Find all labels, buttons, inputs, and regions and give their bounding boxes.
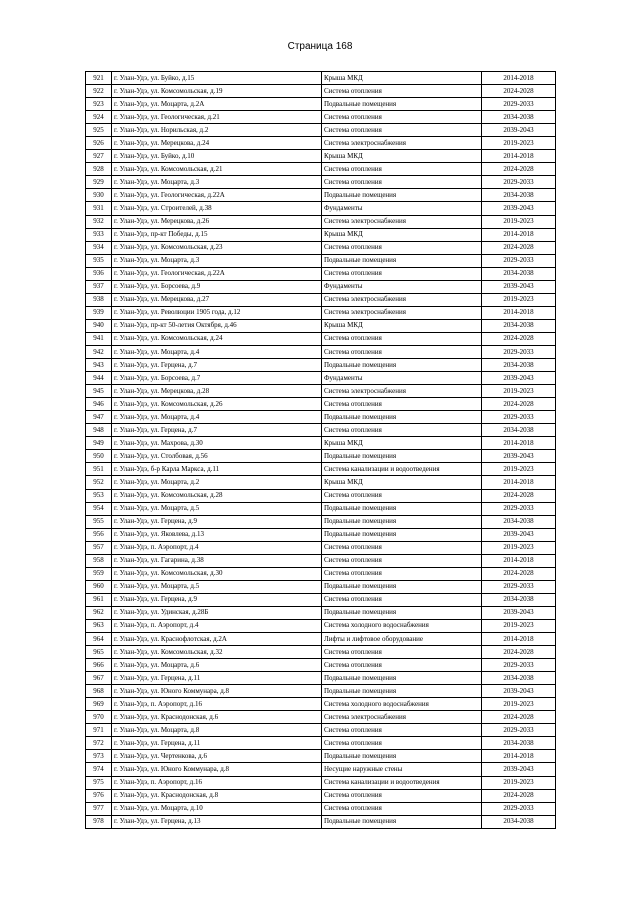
period-cell: 2019-2023 bbox=[482, 619, 556, 632]
period-cell: 2029-2033 bbox=[482, 502, 556, 515]
work-type-cell: Крыша МКД bbox=[322, 437, 482, 450]
period-cell: 2029-2033 bbox=[482, 176, 556, 189]
address-cell: г. Улан-Удэ, ул. Моцарта, д.10 bbox=[112, 802, 322, 815]
work-type-cell: Система электроснабжения bbox=[322, 293, 482, 306]
table-row bbox=[86, 737, 556, 750]
work-type-cell: Лифты и лифтовое оборудование bbox=[322, 633, 482, 646]
address-cell: г. Улан-Удэ, ул. Моцарта, д.4 bbox=[112, 411, 322, 424]
row-number: 936 bbox=[86, 267, 112, 280]
table-row bbox=[86, 685, 556, 698]
address-cell: г. Улан-Удэ, ул. Комсомольская, д.24 bbox=[112, 332, 322, 345]
work-type-cell: Система отопления bbox=[322, 124, 482, 137]
table-row bbox=[86, 802, 556, 815]
row-number: 962 bbox=[86, 606, 112, 619]
work-type-cell: Подвальные помещения bbox=[322, 750, 482, 763]
work-type-cell: Подвальные помещения bbox=[322, 254, 482, 267]
table-row bbox=[86, 398, 556, 411]
address-cell: г. Улан-Удэ, п. Аэропорт, д.16 bbox=[112, 776, 322, 789]
table-row bbox=[86, 150, 556, 163]
work-type-cell: Крыша МКД bbox=[322, 319, 482, 332]
table-row bbox=[86, 815, 556, 828]
period-cell: 2029-2033 bbox=[482, 580, 556, 593]
period-cell: 2029-2033 bbox=[482, 802, 556, 815]
table-row bbox=[86, 254, 556, 267]
period-cell: 2019-2023 bbox=[482, 776, 556, 789]
row-number: 944 bbox=[86, 372, 112, 385]
table-row bbox=[86, 698, 556, 711]
work-type-cell: Крыша МКД bbox=[322, 476, 482, 489]
row-number: 966 bbox=[86, 659, 112, 672]
period-cell: 2034-2038 bbox=[482, 424, 556, 437]
address-cell: г. Улан-Удэ, ул. Махрова, д.30 bbox=[112, 437, 322, 450]
work-type-cell: Система отопления bbox=[322, 646, 482, 659]
table-row bbox=[86, 385, 556, 398]
address-cell: г. Улан-Удэ, ул. Комсомольская, д.21 bbox=[112, 163, 322, 176]
address-cell: г. Улан-Удэ, ул. Революции 1905 года, д.12 bbox=[112, 306, 322, 319]
work-type-cell: Система отопления bbox=[322, 659, 482, 672]
address-cell: г. Улан-Удэ, ул. Комсомольская, д.26 bbox=[112, 398, 322, 411]
work-type-cell: Крыша МКД bbox=[322, 150, 482, 163]
period-cell: 2019-2023 bbox=[482, 463, 556, 476]
address-cell: г. Улан-Удэ, ул. Герцена, д.11 bbox=[112, 672, 322, 685]
table-row bbox=[86, 593, 556, 606]
table-row bbox=[86, 85, 556, 98]
table-row bbox=[86, 332, 556, 345]
period-cell: 2019-2023 bbox=[482, 215, 556, 228]
work-type-cell: Система отопления bbox=[322, 345, 482, 358]
address-cell: г. Улан-Удэ, ул. Моцарта, д.2 bbox=[112, 476, 322, 489]
address-cell: г. Улан-Удэ, ул. Моцарта, д.2А bbox=[112, 98, 322, 111]
period-cell: 2034-2038 bbox=[482, 267, 556, 280]
table-row bbox=[86, 659, 556, 672]
period-cell: 2034-2038 bbox=[482, 515, 556, 528]
row-number: 938 bbox=[86, 293, 112, 306]
address-cell: г. Улан-Удэ, ул. Геологическая, д.22А bbox=[112, 267, 322, 280]
row-number: 921 bbox=[86, 72, 112, 85]
work-type-cell: Подвальные помещения bbox=[322, 672, 482, 685]
row-number: 967 bbox=[86, 672, 112, 685]
work-type-cell: Подвальные помещения bbox=[322, 450, 482, 463]
address-cell: г. Улан-Удэ, ул. Яковлева, д.13 bbox=[112, 528, 322, 541]
row-number: 925 bbox=[86, 124, 112, 137]
period-cell: 2034-2038 bbox=[482, 593, 556, 606]
table-row bbox=[86, 554, 556, 567]
work-type-cell: Система холодного водоснабжения bbox=[322, 698, 482, 711]
work-type-cell: Крыша МКД bbox=[322, 228, 482, 241]
table-row bbox=[86, 280, 556, 293]
table-row bbox=[86, 450, 556, 463]
period-cell: 2024-2028 bbox=[482, 489, 556, 502]
row-number: 940 bbox=[86, 319, 112, 332]
table-row bbox=[86, 646, 556, 659]
period-cell: 2039-2043 bbox=[482, 763, 556, 776]
address-cell: г. Улан-Удэ, ул. Герцена, д.9 bbox=[112, 593, 322, 606]
address-cell: г. Улан-Удэ, ул. Удинская, д.28Б bbox=[112, 606, 322, 619]
repair-schedule-table bbox=[85, 71, 556, 829]
table-row bbox=[86, 372, 556, 385]
table-row bbox=[86, 711, 556, 724]
address-cell: г. Улан-Удэ, ул. Буйко, д.10 bbox=[112, 150, 322, 163]
table-row bbox=[86, 424, 556, 437]
period-cell: 2034-2038 bbox=[482, 189, 556, 202]
address-cell: г. Улан-Удэ, п. Аэропорт, д.4 bbox=[112, 541, 322, 554]
address-cell: г. Улан-Удэ, ул. Гагарина, д.38 bbox=[112, 554, 322, 567]
work-type-cell: Система отопления bbox=[322, 241, 482, 254]
row-number: 929 bbox=[86, 176, 112, 189]
address-cell: г. Улан-Удэ, ул. Краснофлотская, д.2А bbox=[112, 633, 322, 646]
row-number: 968 bbox=[86, 685, 112, 698]
work-type-cell: Система электроснабжения bbox=[322, 711, 482, 724]
row-number: 950 bbox=[86, 450, 112, 463]
period-cell: 2014-2018 bbox=[482, 437, 556, 450]
period-cell: 2019-2023 bbox=[482, 293, 556, 306]
work-type-cell: Система отопления bbox=[322, 267, 482, 280]
address-cell: г. Улан-Удэ, ул. Краснодонская, д.8 bbox=[112, 789, 322, 802]
period-cell: 2039-2043 bbox=[482, 372, 556, 385]
period-cell: 2039-2043 bbox=[482, 450, 556, 463]
row-number: 946 bbox=[86, 398, 112, 411]
period-cell: 2019-2023 bbox=[482, 698, 556, 711]
work-type-cell: Подвальные помещения bbox=[322, 411, 482, 424]
period-cell: 2014-2018 bbox=[482, 306, 556, 319]
row-number: 922 bbox=[86, 85, 112, 98]
address-cell: г. Улан-Удэ, ул. Моцарта, д.5 bbox=[112, 580, 322, 593]
table-row bbox=[86, 619, 556, 632]
row-number: 932 bbox=[86, 215, 112, 228]
row-number: 961 bbox=[86, 593, 112, 606]
address-cell: г. Улан-Удэ, ул. Буйко, д.15 bbox=[112, 72, 322, 85]
work-type-cell: Система отопления bbox=[322, 567, 482, 580]
table-row bbox=[86, 176, 556, 189]
period-cell: 2029-2033 bbox=[482, 345, 556, 358]
row-number: 924 bbox=[86, 111, 112, 124]
period-cell: 2019-2023 bbox=[482, 137, 556, 150]
row-number: 977 bbox=[86, 802, 112, 815]
work-type-cell: Фундаменты bbox=[322, 202, 482, 215]
table-row bbox=[86, 137, 556, 150]
address-cell: г. Улан-Удэ, ул. Мерецкова, д.27 bbox=[112, 293, 322, 306]
table-row bbox=[86, 528, 556, 541]
address-cell: г. Улан-Удэ, ул. Герцена, д.7 bbox=[112, 424, 322, 437]
row-number: 956 bbox=[86, 528, 112, 541]
period-cell: 2039-2043 bbox=[482, 528, 556, 541]
table-row bbox=[86, 319, 556, 332]
address-cell: г. Улан-Удэ, б-р Карла Маркса, д.11 bbox=[112, 463, 322, 476]
work-type-cell: Система канализации и водоотведения bbox=[322, 463, 482, 476]
period-cell: 2024-2028 bbox=[482, 646, 556, 659]
period-cell: 2024-2028 bbox=[482, 332, 556, 345]
work-type-cell: Система отопления bbox=[322, 111, 482, 124]
work-type-cell: Система отопления bbox=[322, 163, 482, 176]
table-row bbox=[86, 111, 556, 124]
address-cell: г. Улан-Удэ, ул. Краснодонская, д.6 bbox=[112, 711, 322, 724]
work-type-cell: Система отопления bbox=[322, 489, 482, 502]
period-cell: 2039-2043 bbox=[482, 124, 556, 137]
table-row bbox=[86, 515, 556, 528]
table-row bbox=[86, 163, 556, 176]
row-number: 964 bbox=[86, 633, 112, 646]
table-row bbox=[86, 215, 556, 228]
address-cell: г. Улан-Удэ, ул. Герцена, д.7 bbox=[112, 359, 322, 372]
row-number: 970 bbox=[86, 711, 112, 724]
table-row bbox=[86, 776, 556, 789]
work-type-cell: Система электроснабжения bbox=[322, 137, 482, 150]
row-number: 978 bbox=[86, 815, 112, 828]
table-row bbox=[86, 502, 556, 515]
table-row bbox=[86, 750, 556, 763]
address-cell: г. Улан-Удэ, ул. Моцарта, д.4 bbox=[112, 345, 322, 358]
work-type-cell: Подвальные помещения bbox=[322, 515, 482, 528]
work-type-cell: Подвальные помещения bbox=[322, 502, 482, 515]
row-number: 948 bbox=[86, 424, 112, 437]
work-type-cell: Крыша МКД bbox=[322, 72, 482, 85]
work-type-cell: Фундаменты bbox=[322, 372, 482, 385]
work-type-cell: Система отопления bbox=[322, 541, 482, 554]
work-type-cell: Система отопления bbox=[322, 737, 482, 750]
table-row bbox=[86, 541, 556, 554]
work-type-cell: Система электроснабжения bbox=[322, 306, 482, 319]
period-cell: 2039-2043 bbox=[482, 280, 556, 293]
work-type-cell: Система холодного водоснабжения bbox=[322, 619, 482, 632]
work-type-cell: Система отопления bbox=[322, 424, 482, 437]
table-row bbox=[86, 789, 556, 802]
address-cell: г. Улан-Удэ, ул. Норильская, д.2 bbox=[112, 124, 322, 137]
row-number: 947 bbox=[86, 411, 112, 424]
period-cell: 2029-2033 bbox=[482, 659, 556, 672]
period-cell: 2014-2018 bbox=[482, 72, 556, 85]
period-cell: 2029-2033 bbox=[482, 411, 556, 424]
work-type-cell: Подвальные помещения bbox=[322, 685, 482, 698]
address-cell: г. Улан-Удэ, ул. Борсоева, д.9 bbox=[112, 280, 322, 293]
row-number: 930 bbox=[86, 189, 112, 202]
row-number: 955 bbox=[86, 515, 112, 528]
table-row bbox=[86, 606, 556, 619]
row-number: 958 bbox=[86, 554, 112, 567]
address-cell: г. Улан-Удэ, ул. Чертенкова, д.6 bbox=[112, 750, 322, 763]
period-cell: 2024-2028 bbox=[482, 163, 556, 176]
address-cell: г. Улан-Удэ, ул. Комсомольская, д.23 bbox=[112, 241, 322, 254]
table-row bbox=[86, 189, 556, 202]
table-row bbox=[86, 567, 556, 580]
row-number: 937 bbox=[86, 280, 112, 293]
table-row bbox=[86, 476, 556, 489]
table-row bbox=[86, 672, 556, 685]
table-row bbox=[86, 411, 556, 424]
period-cell: 2024-2028 bbox=[482, 398, 556, 411]
address-cell: г. Улан-Удэ, ул. Юного Коммунара, д.8 bbox=[112, 685, 322, 698]
row-number: 949 bbox=[86, 437, 112, 450]
row-number: 934 bbox=[86, 241, 112, 254]
table-row bbox=[86, 306, 556, 319]
address-cell: г. Улан-Удэ, ул. Моцарта, д.8 bbox=[112, 724, 322, 737]
work-type-cell: Подвальные помещения bbox=[322, 528, 482, 541]
row-number: 959 bbox=[86, 567, 112, 580]
period-cell: 2034-2038 bbox=[482, 319, 556, 332]
period-cell: 2039-2043 bbox=[482, 685, 556, 698]
address-cell: г. Улан-Удэ, ул. Моцарта, д.5 bbox=[112, 502, 322, 515]
period-cell: 2019-2023 bbox=[482, 541, 556, 554]
row-number: 943 bbox=[86, 359, 112, 372]
row-number: 957 bbox=[86, 541, 112, 554]
table-row bbox=[86, 293, 556, 306]
address-cell: г. Улан-Удэ, ул. Мерецкова, д.24 bbox=[112, 137, 322, 150]
row-number: 927 bbox=[86, 150, 112, 163]
row-number: 939 bbox=[86, 306, 112, 319]
row-number: 954 bbox=[86, 502, 112, 515]
address-cell: г. Улан-Удэ, ул. Комсомольская, д.19 bbox=[112, 85, 322, 98]
address-cell: г. Улан-Удэ, п. Аэропорт, д.4 bbox=[112, 619, 322, 632]
row-number: 951 bbox=[86, 463, 112, 476]
address-cell: г. Улан-Удэ, ул. Юного Коммунара, д.8 bbox=[112, 763, 322, 776]
period-cell: 2034-2038 bbox=[482, 359, 556, 372]
row-number: 965 bbox=[86, 646, 112, 659]
address-cell: г. Улан-Удэ, ул. Комсомольская, д.28 bbox=[112, 489, 322, 502]
address-cell: г. Улан-Удэ, ул. Комсомольская, д.32 bbox=[112, 646, 322, 659]
period-cell: 2029-2033 bbox=[482, 98, 556, 111]
period-cell: 2014-2018 bbox=[482, 228, 556, 241]
table-row bbox=[86, 98, 556, 111]
table-row bbox=[86, 267, 556, 280]
address-cell: г. Улан-Удэ, ул. Герцена, д.13 bbox=[112, 815, 322, 828]
row-number: 931 bbox=[86, 202, 112, 215]
row-number: 974 bbox=[86, 763, 112, 776]
row-number: 972 bbox=[86, 737, 112, 750]
table-row bbox=[86, 489, 556, 502]
address-cell: г. Улан-Удэ, ул. Моцарта, д.6 bbox=[112, 659, 322, 672]
work-type-cell: Система электроснабжения bbox=[322, 385, 482, 398]
address-cell: г. Улан-Удэ, ул. Борсоева, д.7 bbox=[112, 372, 322, 385]
table-row bbox=[86, 202, 556, 215]
row-number: 945 bbox=[86, 385, 112, 398]
period-cell: 2024-2028 bbox=[482, 789, 556, 802]
table-row bbox=[86, 345, 556, 358]
table-row bbox=[86, 463, 556, 476]
period-cell: 2034-2038 bbox=[482, 672, 556, 685]
address-cell: г. Улан-Удэ, пр-кт 50-летия Октября, д.46 bbox=[112, 319, 322, 332]
work-type-cell: Система отопления bbox=[322, 802, 482, 815]
work-type-cell: Подвальные помещения bbox=[322, 98, 482, 111]
table-body bbox=[86, 72, 556, 829]
address-cell: г. Улан-Удэ, ул. Мерецкова, д.28 bbox=[112, 385, 322, 398]
table-row bbox=[86, 124, 556, 137]
row-number: 923 bbox=[86, 98, 112, 111]
period-cell: 2034-2038 bbox=[482, 111, 556, 124]
table-row bbox=[86, 359, 556, 372]
work-type-cell: Фундаменты bbox=[322, 280, 482, 293]
address-cell: г. Улан-Удэ, ул. Моцарта, д.3 bbox=[112, 176, 322, 189]
address-cell: г. Улан-Удэ, ул. Моцарта, д.3 bbox=[112, 254, 322, 267]
address-cell: г. Улан-Удэ, ул. Геологическая, д.22А bbox=[112, 189, 322, 202]
row-number: 960 bbox=[86, 580, 112, 593]
period-cell: 2024-2028 bbox=[482, 711, 556, 724]
address-cell: г. Улан-Удэ, ул. Герцена, д.9 bbox=[112, 515, 322, 528]
work-type-cell: Система канализации и водоотведения bbox=[322, 776, 482, 789]
period-cell: 2029-2033 bbox=[482, 724, 556, 737]
work-type-cell: Несущие наружные стены bbox=[322, 763, 482, 776]
work-type-cell: Система отопления bbox=[322, 398, 482, 411]
work-type-cell: Система отопления bbox=[322, 332, 482, 345]
row-number: 969 bbox=[86, 698, 112, 711]
period-cell: 2024-2028 bbox=[482, 241, 556, 254]
address-cell: г. Улан-Удэ, пр-кт Победы, д.15 bbox=[112, 228, 322, 241]
table-row bbox=[86, 437, 556, 450]
work-type-cell: Система электроснабжения bbox=[322, 215, 482, 228]
row-number: 952 bbox=[86, 476, 112, 489]
work-type-cell: Подвальные помещения bbox=[322, 359, 482, 372]
work-type-cell: Подвальные помещения bbox=[322, 815, 482, 828]
row-number: 963 bbox=[86, 619, 112, 632]
row-number: 933 bbox=[86, 228, 112, 241]
table-row bbox=[86, 241, 556, 254]
address-cell: г. Улан-Удэ, ул. Комсомольская, д.30 bbox=[112, 567, 322, 580]
period-cell: 2034-2038 bbox=[482, 737, 556, 750]
row-number: 975 bbox=[86, 776, 112, 789]
page-header: Страница 168 bbox=[287, 41, 353, 52]
row-number: 928 bbox=[86, 163, 112, 176]
table-row bbox=[86, 763, 556, 776]
period-cell: 2014-2018 bbox=[482, 633, 556, 646]
period-cell: 2014-2018 bbox=[482, 750, 556, 763]
work-type-cell: Система отопления bbox=[322, 789, 482, 802]
table-row bbox=[86, 72, 556, 85]
table-row bbox=[86, 580, 556, 593]
work-type-cell: Подвальные помещения bbox=[322, 580, 482, 593]
row-number: 926 bbox=[86, 137, 112, 150]
row-number: 976 bbox=[86, 789, 112, 802]
row-number: 935 bbox=[86, 254, 112, 267]
address-cell: г. Улан-Удэ, ул. Мерецкова, д.26 bbox=[112, 215, 322, 228]
work-type-cell: Система отопления bbox=[322, 85, 482, 98]
work-type-cell: Система отопления bbox=[322, 554, 482, 567]
address-cell: г. Улан-Удэ, ул. Герцена, д.11 bbox=[112, 737, 322, 750]
row-number: 973 bbox=[86, 750, 112, 763]
address-cell: г. Улан-Удэ, ул. Столбовая, д.56 bbox=[112, 450, 322, 463]
row-number: 953 bbox=[86, 489, 112, 502]
work-type-cell: Подвальные помещения bbox=[322, 606, 482, 619]
period-cell: 2024-2028 bbox=[482, 567, 556, 580]
period-cell: 2034-2038 bbox=[482, 815, 556, 828]
table-row bbox=[86, 228, 556, 241]
period-cell: 2029-2033 bbox=[482, 254, 556, 267]
period-cell: 2039-2043 bbox=[482, 606, 556, 619]
address-cell: г. Улан-Удэ, п. Аэропорт, д.16 bbox=[112, 698, 322, 711]
work-type-cell: Система отопления bbox=[322, 593, 482, 606]
period-cell: 2039-2043 bbox=[482, 202, 556, 215]
period-cell: 2019-2023 bbox=[482, 385, 556, 398]
row-number: 971 bbox=[86, 724, 112, 737]
period-cell: 2014-2018 bbox=[482, 476, 556, 489]
row-number: 941 bbox=[86, 332, 112, 345]
address-cell: г. Улан-Удэ, ул. Строителей, д.38 bbox=[112, 202, 322, 215]
row-number: 942 bbox=[86, 345, 112, 358]
table-row bbox=[86, 724, 556, 737]
period-cell: 2024-2028 bbox=[482, 85, 556, 98]
period-cell: 2014-2018 bbox=[482, 554, 556, 567]
table-row bbox=[86, 633, 556, 646]
work-type-cell: Система отопления bbox=[322, 176, 482, 189]
period-cell: 2014-2018 bbox=[482, 150, 556, 163]
work-type-cell: Система отопления bbox=[322, 724, 482, 737]
address-cell: г. Улан-Удэ, ул. Геологическая, д.21 bbox=[112, 111, 322, 124]
work-type-cell: Подвальные помещения bbox=[322, 189, 482, 202]
